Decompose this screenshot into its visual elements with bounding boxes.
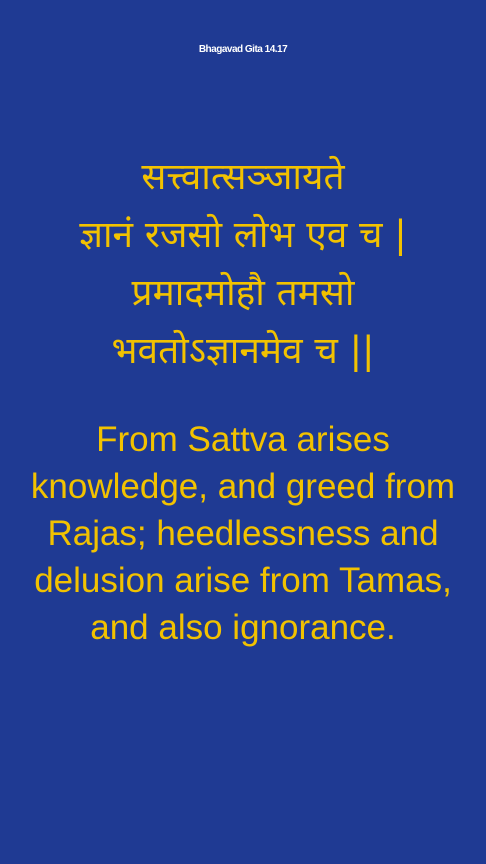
translation-line-3: Rajas; heedlessness and: [47, 514, 439, 553]
translation-line-2: knowledge, and greed from: [30, 467, 456, 506]
english-translation: [0, 416, 486, 651]
translation-line-4: delusion arise from Tamas,: [34, 561, 452, 600]
sanskrit-verse: [0, 148, 486, 380]
page-title: Bhagavad Gita 14.17: [198, 44, 288, 55]
translation-line-1: From Sattva arises: [96, 420, 390, 459]
verse-line-2: ज्ञानं रजसो लोभ एव च |: [79, 213, 407, 256]
verse-line-3: प्रमादमोहौ तमसो: [131, 271, 355, 314]
translation-line-5: and also ignorance.: [90, 608, 396, 647]
verse-line-4: भवतोऽज्ञानमेव च ||: [111, 329, 375, 372]
verse-line-1: सत्त्वात्सञ्जायते: [141, 155, 345, 198]
